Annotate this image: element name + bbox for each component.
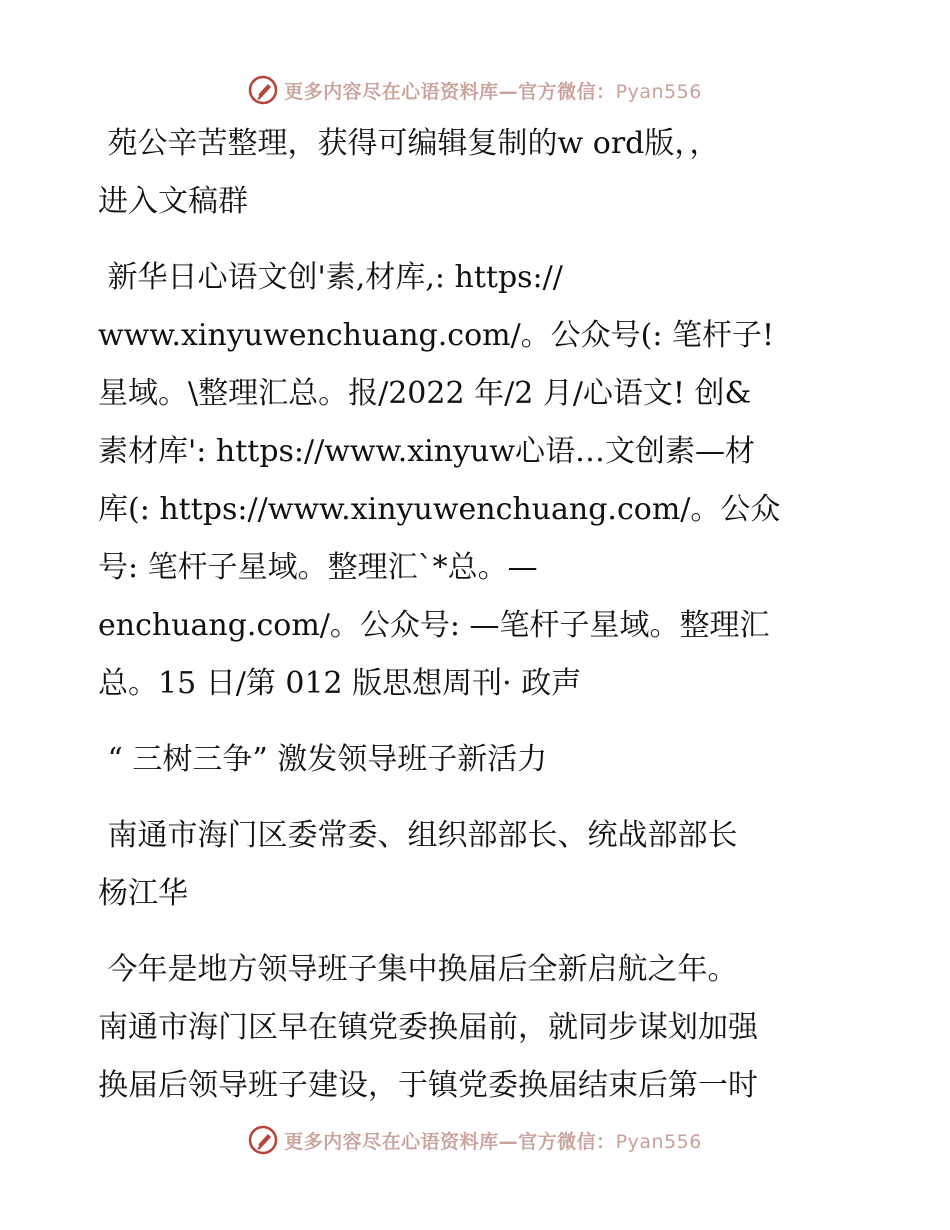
paragraph-body: 今年是地方领导班子集中换届后全新启航之年。 南通市海门区早在镇党委换届前，就同步谋划加强 换届后领导班子建设，于镇党委换届结束后第一时 xyxy=(98,952,758,1103)
banner-text xyxy=(284,77,702,104)
header-watermark-banner xyxy=(0,70,950,110)
footer-watermark-banner xyxy=(0,1120,950,1160)
banner-wechat-id: Pyan556 xyxy=(615,1130,702,1153)
banner-text-cn: 更多内容尽在心语资料库—官方微信： xyxy=(284,80,616,103)
paragraph-intro: 苑公辛苦整理，获得可编辑复制的w ord版，， 进入文稿群 xyxy=(98,126,720,219)
banner-wechat-id: Pyan556 xyxy=(615,80,702,103)
article-author: 南通市海门区委常委、组织部部长、统战部部长 杨江华 xyxy=(98,818,738,911)
banner-text xyxy=(284,1127,702,1154)
banner-text-cn: 更多内容尽在心语资料库—官方微信： xyxy=(284,1130,616,1153)
pen-logo-icon xyxy=(248,1125,278,1155)
document-body xyxy=(98,115,858,1115)
article-title: “ 三树三争” 激发领导班子新活力 xyxy=(98,742,548,777)
paragraph-source: 新华日心语文创'素,材库,: https:// www.xinyuwenchuang.com/。公众号(: 笔杆子! 星域。\整理汇总。报/2022 年/2 月/心语文! 创& 素材库': https://www.xinyuw心语…文创素—材 库(: https://www.xinyuwenchuang.com/。公众 号: 笔杆子星域。整理汇`*总。— enchuang.com/。公众号: —笔杆子星域。整理汇 总。15 日/第 012 版思想周刊· 政声 xyxy=(98,260,781,701)
pen-logo-icon xyxy=(248,75,278,105)
